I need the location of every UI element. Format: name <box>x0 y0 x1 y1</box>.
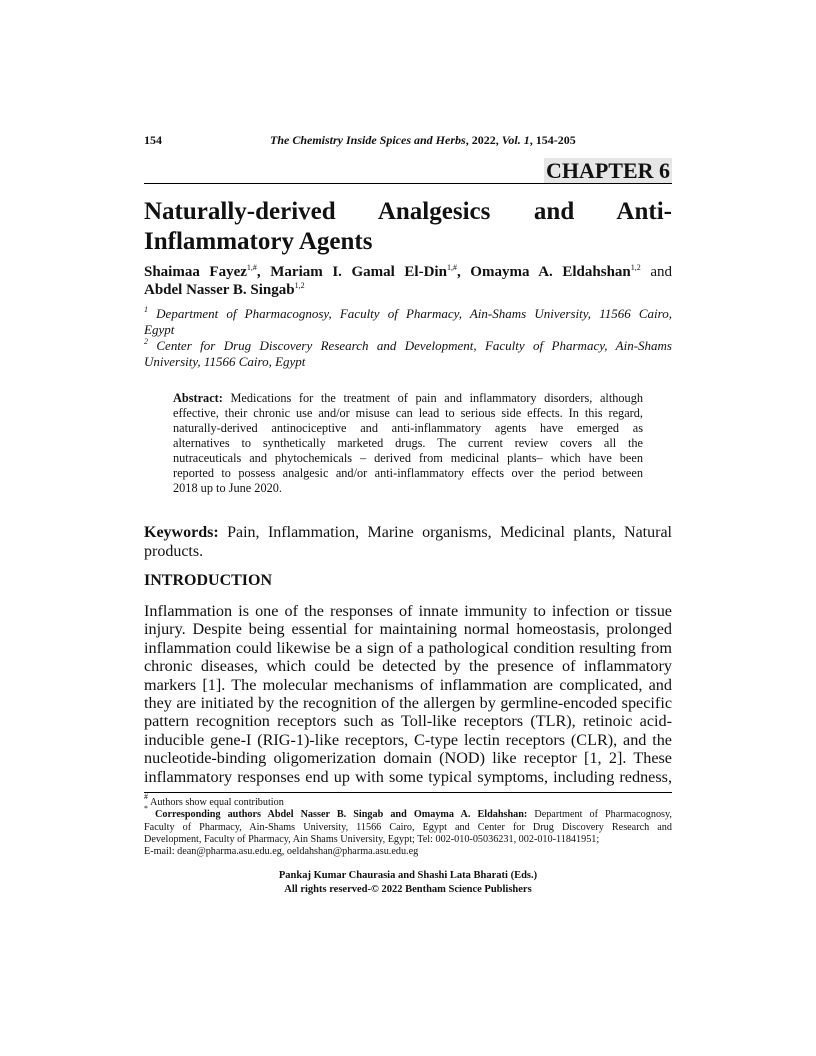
body-line: they are initiated by the recognition of the allergen by germline-encoded specific <box>144 694 672 713</box>
body-line: inflammatory responses end up with some typical symptoms, including redness, <box>144 767 672 786</box>
author-sup: 1,# <box>446 263 457 272</box>
footnote-text: Authors show equal contribution <box>148 797 284 808</box>
affiliation-1 <box>144 306 672 338</box>
affiliation-num: 1 <box>144 305 148 314</box>
year: , 2022, <box>465 133 502 147</box>
author: Shaimaa Fayez <box>144 264 247 280</box>
chapter-title <box>144 197 672 257</box>
footnote-email: E-mail: dean@pharma.asu.edu.eg, oeldahshan@pharma.asu.edu.eg <box>144 846 419 858</box>
title-line: Naturally-derived Analgesics and Anti- <box>144 198 672 225</box>
volume: Vol. 1 <box>501 133 530 147</box>
page-range: , 154-205 <box>529 133 576 147</box>
body-line: nucleotide-binding oligomerization domain (NOD) like receptor [1, 2]. These <box>144 749 672 768</box>
footnote-text: Development, Faculty of Pharmacy, Ain Shams University, Egypt; Tel: 002-010-05036231, 002-010-11841951; <box>144 833 600 845</box>
abstract-line: naturally-derived antinociceptive and anti-inflammatory agents have emerged as <box>173 421 643 435</box>
page-number: 154 <box>144 133 162 147</box>
abstract-line: effective, their chronic use and/or misuse can lead to serious side effects. In this regard, <box>173 406 643 420</box>
body-line: inflammation could likewise be a sign of a pathological condition resulting from <box>144 638 672 657</box>
body-line: injury. Despite being essential for maintaining normal homeostasis, prolonged <box>144 620 672 639</box>
abstract-line: nutraceuticals and phytochemicals – derived from medicinal plants– which have been <box>173 451 643 465</box>
abstract-label: Abstract: <box>173 391 223 405</box>
author-sup: 1,2 <box>630 263 641 272</box>
journal-name: The Chemistry Inside Spices and Herbs <box>270 133 466 147</box>
affiliation-text: Egypt <box>144 322 175 337</box>
body-line: chronic diseases, which could be detected by the presence of inflammatory <box>144 657 672 676</box>
body-line: markers [1]. The molecular mechanisms of inflammation are complicated, and <box>144 675 672 694</box>
affiliation-num: 2 <box>144 337 148 346</box>
body-line: inducible gene-I (RIG-1)-like receptors, C-type lectin receptors (CLR), and the <box>144 730 672 749</box>
abstract-line: Medications for the treatment of pain and inflammatory disorders, although <box>222 391 643 405</box>
author-list: Shaimaa Fayez$^{1,\#}$, Mariam I. Gamal El-Din$^{1,\#}$, Omayma A. Eldahshan$^{1,2}$ and Abdel Nasser B. Singab$^{1,2}$ <box>144 263 672 298</box>
body-line: Inflammation is one of the responses of innate immunity to infection or tissue <box>144 602 672 620</box>
keywords <box>144 524 672 561</box>
abstract-line: reported to possess analgesic and/or anti-inflammatory effects over the period between <box>173 466 643 480</box>
footnote-mark: * <box>144 804 148 814</box>
copyright-line: All rights reserved-© 2022 Bentham Science Publishers <box>284 883 532 895</box>
keywords-label: Keywords: <box>144 524 219 541</box>
chapter-label: CHAPTER 6 <box>545 158 670 183</box>
corresponding-label: Corresponding authors Abdel Nasser B. Singab and Omayma A. Eldahshan: <box>148 809 528 821</box>
footnotes <box>144 792 672 858</box>
author: Abdel Nasser B. Singab <box>144 282 295 298</box>
footnote-mark: # <box>144 792 148 801</box>
and-text: and <box>640 264 672 280</box>
footnote-text: Faculty of Pharmacy, Ain-Shams University, 11566 Cairo, Egypt and Center for Drug Discovery Research and <box>144 821 672 833</box>
editors-line: Pankaj Kumar Chaurasia and Shashi Lata Bharati (Eds.) <box>278 870 538 881</box>
keywords-text: Pain, Inflammation, Marine organisms, Medicinal plants, Natural <box>218 524 672 541</box>
author-sup: 1,# <box>246 263 257 272</box>
affiliation-text: Center for Drug Discovery Research and Development, Faculty of Pharmacy, Ain-Shams <box>148 338 672 353</box>
affiliation-text: Department of Pharmacognosy, Faculty of Pharmacy, Ain-Shams University, 11566 Cairo, <box>148 306 672 321</box>
abstract-line: 2018 up to June 2020. <box>173 481 282 495</box>
affiliation-text: University, 11566 Cairo, Egypt <box>144 354 306 369</box>
author: Mariam I. Gamal El-Din <box>270 264 447 280</box>
author: Omayma A. Eldahshan <box>470 264 631 280</box>
footnote-text: Department of Pharmacognosy, <box>527 809 672 821</box>
editors-credit <box>144 869 672 896</box>
abstract <box>173 391 643 496</box>
title-line: Inflammatory Agents <box>144 228 373 255</box>
abstract-line: alternatives to synthetically marketed drugs. The current review covers all the <box>173 436 643 450</box>
footnote-rule <box>144 792 672 793</box>
header-rule <box>144 183 672 184</box>
affiliation-2 <box>144 338 672 370</box>
section-heading: INTRODUCTION <box>144 572 273 589</box>
journal-citation <box>270 133 576 148</box>
introduction-body <box>144 602 672 786</box>
body-line: pattern recognition receptors such as Toll-like receptors (TLR), retinoic acid- <box>144 712 672 731</box>
author-sup: 1,2 <box>294 281 305 290</box>
keywords-text: products. <box>144 542 204 560</box>
